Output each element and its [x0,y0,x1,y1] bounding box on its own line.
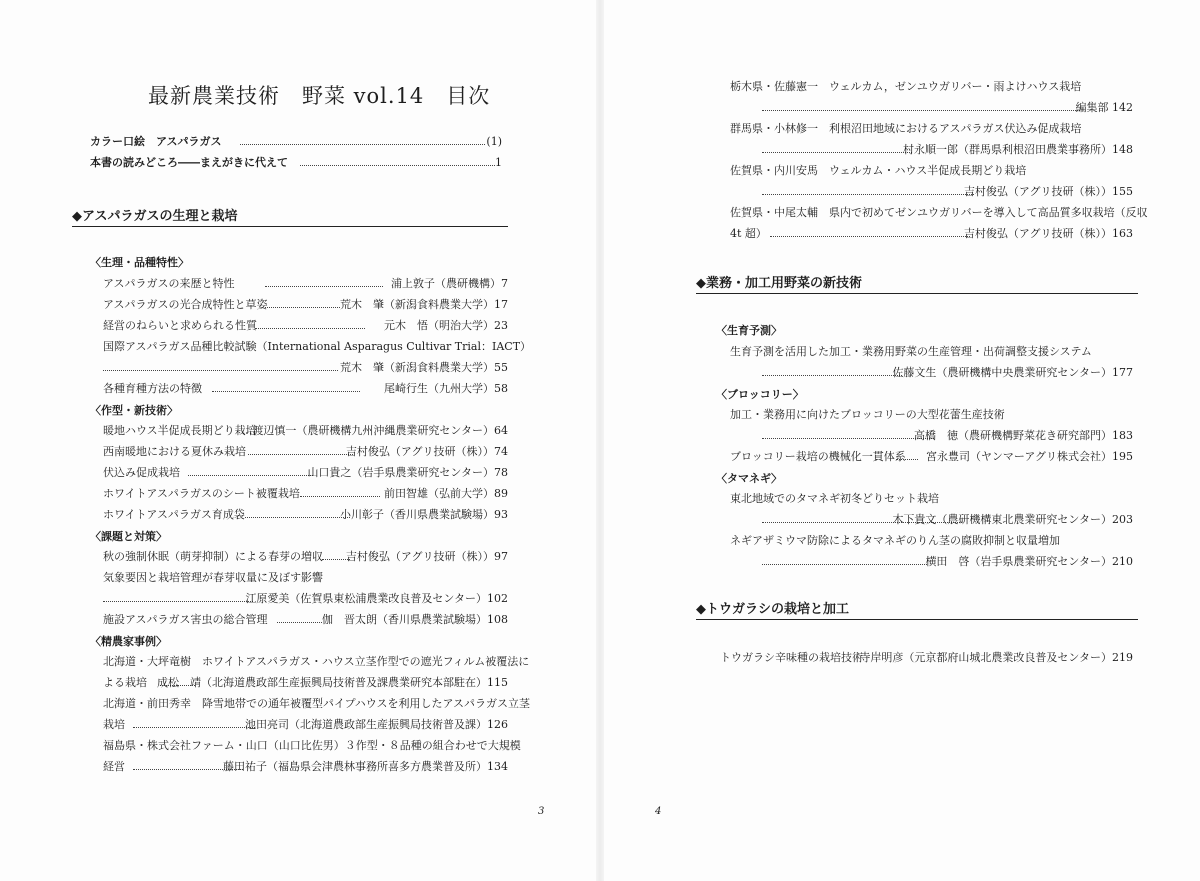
toc-title: 気象要因と栽培管理が春芽収量に及ぼす影響 [103,571,323,584]
leader-dots [762,144,912,153]
toc-title: 経営 [103,760,125,773]
leader-dots [103,362,338,371]
toc-title: 生育予測を活用した加工・業務用野菜の生産管理・出荷調整支援システム [730,345,1092,358]
section-heading-text: ◆トウガラシの栽培と加工 [696,602,849,617]
leader-dots [300,488,380,497]
leader-dots [762,430,934,439]
category-heading: 〈ブロッコリー〉 [716,388,804,401]
toc-author: 村永順一郎（群馬県利根沼田農業事務所）148 [903,143,1133,156]
toc-author: 高橋 徳（農研機構野菜花き研究部門）183 [914,429,1133,442]
toc-author: 山口貴之（岩手県農業研究センター）78 [307,466,508,479]
toc-title: 各種育種方法の特徴 [103,382,202,395]
toc-title: トウガラシ辛味種の栽培技術 [720,651,863,664]
toc-title: 福島県・株式会社ファーム・山口（山口比佐男）３作型・８品種の組合わせで大規模 [103,739,521,752]
leader-dots [896,451,918,460]
toc-title: 佐賀県・内川安馬 ウェルカム・ハウス半促成長期どり栽培 [730,164,1027,177]
toc-author: 成松 靖（北海道農政部生産振興局技術普及課農業研究本部駐在）115 [157,676,508,689]
leader-dots [265,299,340,308]
category-heading: 〈生理・品種特性〉 [90,256,189,269]
leader-dots [762,102,1080,111]
leader-dots [248,446,353,455]
leader-dots [188,467,313,476]
toc-author: 吉村俊弘（アグリ技研（株））74 [345,445,508,458]
toc-author: 吉村俊弘（アグリ技研（株））163 [963,227,1133,240]
toc-title: 経営のねらいと求められる性質 [103,319,257,332]
category-heading: 〈生育予測〉 [716,324,782,337]
section-rule [696,293,1138,294]
leader-dots [133,719,255,728]
page-number: 4 [655,806,662,817]
toc-title: 西南暖地における夏休み栽培 [103,445,246,458]
leader-dots [762,367,902,376]
toc-author: 元木 悟（明治大学）23 [384,319,508,332]
toc-author: 横田 啓（岩手県農業研究センター）210 [925,555,1133,568]
toc-author: 池田亮司（北海道農政部生産振興局技術普及課）126 [245,718,508,731]
toc-author: 佐藤文生（農研機構中央農業研究センター）177 [892,366,1133,379]
toc-title: 北海道・前田秀幸 降雪地帯での通年被覆型パイプハウスを利用したアスパラガス立茎 [103,697,531,710]
toc-title: ブロッコリー栽培の機械化一貫体系 [730,450,906,463]
front-item-label: カラー口絵 アスパラガス [90,135,222,148]
toc-title: ホワイトアスパラガスのシート被覆栽培 [103,487,300,500]
leader-dots [277,614,322,623]
toc-title: 東北地域でのタマネギ初冬どりセット栽培 [730,492,939,505]
toc-title: 栽培 [103,718,125,731]
toc-title-cont: 4t 超） [730,227,767,240]
toc-title: ホワイトアスパラガス育成袋 [103,508,245,521]
toc-author: 吉村俊弘（アグリ技研（株））97 [345,550,508,563]
leader-dots [212,383,360,392]
toc-author: 伽 晋太朗（香川県農業試験場）108 [322,613,508,626]
front-item-label: 本書の読みどころ――まえがきに代えて [90,156,288,169]
right-page [600,0,1200,881]
page-number: 3 [538,806,545,817]
leader-dots [770,228,970,237]
category-heading: 〈精農家事例〉 [90,635,167,648]
page-title: 最新農業技術 野菜 vol.14 目次 [148,84,491,108]
toc-title: 北海道・大坪竜樹 ホワイトアスパラガス・ハウス立茎作型での遮光フィルム被覆法に [103,655,530,668]
toc-author: 編集部 142 [1075,101,1133,114]
section-heading [72,205,508,227]
toc-author: 宮永豊司（ヤンマーアグリ株式会社）195 [925,450,1133,463]
toc-title: 群馬県・小林修一 利根沼田地域におけるアスパラガス伏込み促成栽培 [730,122,1082,135]
toc-author: 尾崎行生（九州大学）58 [384,382,508,395]
leader-dots [245,509,350,518]
toc-author: 小川彰子（香川県農業試験場）93 [340,508,508,521]
section-heading-text: ◆業務・加工用野菜の新技術 [696,276,862,291]
toc-author: 藤田祐子（福島県会津農林事務所喜多方農業普及所）134 [223,760,508,773]
section-heading-text: ◆アスパラガスの生理と栽培 [72,209,238,224]
toc-author: 吉村俊弘（アグリ技研（株））155 [963,185,1133,198]
section-heading [696,598,1138,620]
toc-title: 伏込み促成栽培 [103,466,180,479]
toc-author: 浦上敦子（農研機構）7 [391,277,508,290]
front-item-page: 1 [495,156,502,169]
toc-author: 荒木 肇（新潟食料農業大学）55 [340,361,508,374]
toc-title: 加工・業務用に向けたブロッコリーの大型花蕾生産技術 [730,408,1005,421]
leader-dots [240,136,485,145]
toc-title: ネギアザミウマ防除によるタマネギのりん茎の腐敗抑制と収量増加 [730,534,1060,547]
toc-author: 木下貴文（農研機構東北農業研究センター）203 [892,513,1133,526]
leader-dots [762,186,974,195]
toc-title: 国際アスパラガス品種比較試験（International Asparagus Cultivar Trial：IACT） [103,340,532,353]
toc-title: 秋の強制休眠（萌芽抑制）による春芽の増収 [103,550,323,563]
toc-author: 荒木 肇（新潟食料農業大学）17 [340,298,508,311]
front-item-page: (1) [486,135,502,148]
section-rule [696,619,1138,620]
toc-title: 栃木県・佐藤憲一 ウェルカム，ゼンユウガリバー・雨よけハウス栽培 [730,80,1082,93]
toc-title: 施設アスパラガス害虫の総合管理 [103,613,268,626]
category-heading: 〈作型・新技術〉 [90,404,178,417]
leader-dots [265,278,383,287]
section-rule [72,226,508,227]
toc-author: …渡辺慎一（農研機構九州沖縄農業研究センター）64 [241,424,508,437]
section-heading [696,272,1138,294]
leader-dots [300,157,495,166]
leader-dots [255,320,365,329]
toc-title: よる栽培 [103,676,147,689]
toc-title: アスパラガスの来歴と特性 [103,277,235,290]
toc-author: 江原愛美（佐賀県東松浦農業改良普及センター）102 [245,592,508,605]
toc-author: 前田智雄（弘前大学）89 [384,487,508,500]
toc-title: アスパラガスの光合成特性と草姿 [103,298,268,311]
toc-title: 佐賀県・中尾太輔 県内で初めてゼンユウガリバーを導入して高品質多収栽培（反収 [730,206,1148,219]
leader-dots [103,593,253,602]
category-heading: 〈タマネギ〉 [716,472,782,485]
leader-dots [762,556,927,565]
toc-title: 暖地ハウス半促成長期どり栽培 [103,424,257,437]
category-heading: 〈課題と対策〉 [90,530,167,543]
toc-author: 寺岸明彦（元京都府山城北農業改良普及センター）219 [859,651,1133,664]
